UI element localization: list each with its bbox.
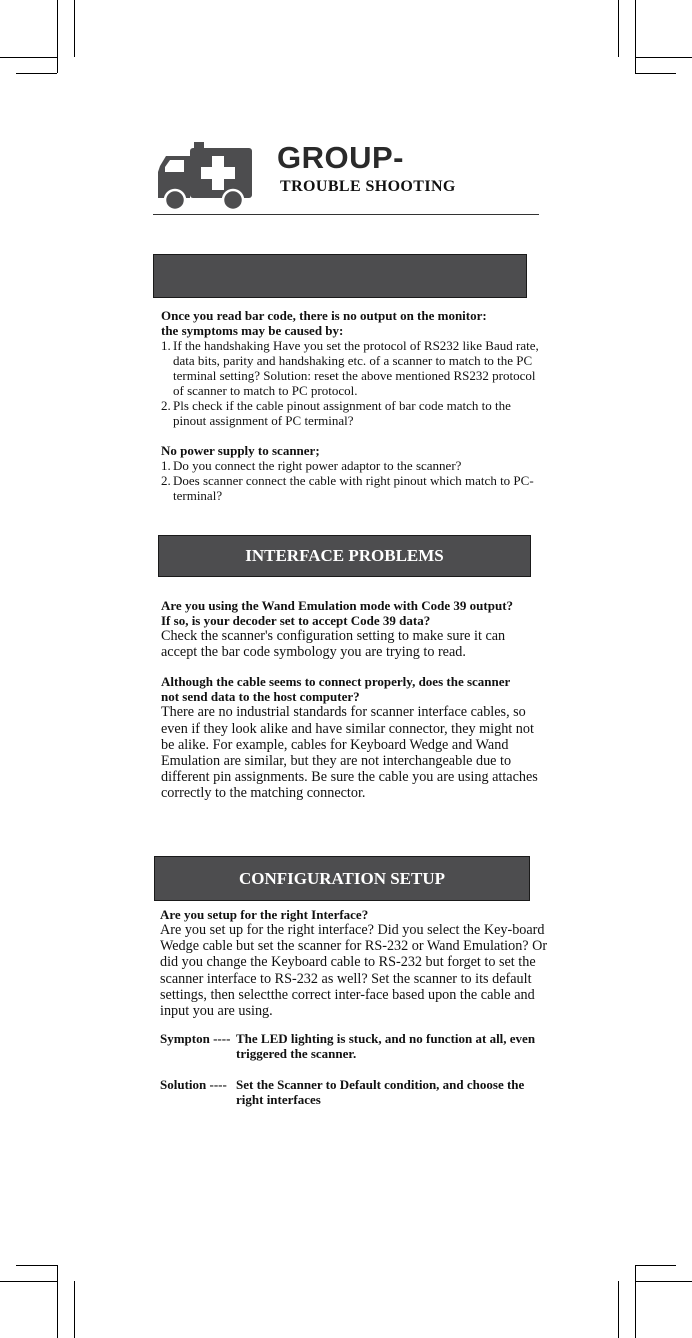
page-title: GROUP- xyxy=(277,140,404,175)
header-divider xyxy=(153,214,539,215)
question-heading: Although the cable seems to connect properly, does the scanner xyxy=(161,674,511,690)
question-heading: Once you read bar code, there is no output on the monitor: xyxy=(161,308,487,323)
crop-mark xyxy=(74,1281,75,1338)
crop-mark xyxy=(57,0,58,73)
solution-text: Set the Scanner to Default condition, and choose the right interfaces xyxy=(236,1077,525,1108)
question-heading: the symptoms may be caused by: xyxy=(161,323,344,338)
crop-mark xyxy=(635,0,636,73)
crop-mark xyxy=(57,1265,58,1338)
list-text: Does scanner connect the cable with right pinout which match to PC-terminal? xyxy=(173,473,534,503)
list-text: If the handshaking Have you set the protocol of RS232 like Baud rate, data bits, parity and handshaking etc. of a scanner to match to the PC terminal setting? Solution: reset the above mentioned RS232 protocol of scanner to match to PC protocol. xyxy=(173,338,539,398)
crop-mark xyxy=(635,57,692,58)
list-text: Do you connect the right power adaptor to the scanner? xyxy=(173,458,462,473)
ambulance-icon xyxy=(156,142,252,212)
question-heading: Are you setup for the right Interface? xyxy=(160,907,369,922)
section-banner-interface xyxy=(158,535,531,577)
crop-mark xyxy=(618,1281,619,1338)
list-item xyxy=(161,338,545,398)
list-number: 2. xyxy=(161,398,171,413)
symptom-label: Sympton ---- xyxy=(160,1031,231,1047)
crop-mark xyxy=(16,1265,57,1266)
solution-row xyxy=(160,1077,552,1107)
section-banner-label: INTERFACE PROBLEMS xyxy=(245,546,444,565)
section-banner-output xyxy=(153,254,527,298)
crop-mark xyxy=(635,1265,636,1338)
list-number: 1. xyxy=(161,458,171,473)
crop-mark xyxy=(74,0,75,57)
list-item xyxy=(161,458,545,473)
section-banner-config xyxy=(154,856,530,901)
crop-mark xyxy=(0,1281,57,1282)
output-problems-section xyxy=(161,308,545,503)
question-heading: not send data to the host computer? xyxy=(161,689,360,705)
section-banner-label: CONFIGURATION SETUP xyxy=(238,868,446,888)
answer-text: Are you set up for the right interface? Did you select the Key-board Wedge cable but set the scanner for RS-232 or Wand Emulation? Or did you change the Keyboard cable to RS-232 but forget to set the scanner interface to RS-232 as well? Set the scanner to its default settings, then selectthe correct inter-face based upon the cable and input you are using. xyxy=(160,922,548,1020)
question-heading: No power supply to scanner; xyxy=(161,443,320,458)
list-text: Pls check if the cable pinout assignment of bar code match to the pinout assignment of PC terminal? xyxy=(173,398,511,428)
answer-text: Check the scanner's configuration setting to make sure it can accept the bar code symbology you are trying to read. xyxy=(161,628,506,661)
crop-mark xyxy=(635,73,676,74)
list-item xyxy=(161,398,545,428)
question-heading: If so, is your decoder set to accept Code 39 data? xyxy=(161,613,431,628)
crop-mark xyxy=(635,1265,676,1266)
crop-mark xyxy=(618,0,619,57)
question-heading: Are you using the Wand Emulation mode with Code 39 output? xyxy=(161,598,514,613)
answer-text: There are no industrial standards for scanner interface cables, so even if they look alike and have similar connector, they might not be alike. For example, cables for Keyboard Wedge and Wand Emulation are similar, but they are not interchangeable due to different pin assignments. Be sure the cable you are using attaches correctly to the matching connector. xyxy=(161,704,538,802)
symptom-text: The LED lighting is stuck, and no function at all, even triggered the scanner. xyxy=(236,1031,536,1062)
crop-mark xyxy=(16,73,57,74)
symptom-row xyxy=(160,1031,552,1061)
list-number: 1. xyxy=(161,338,171,353)
crop-mark xyxy=(0,57,57,58)
list-number: 2. xyxy=(161,473,171,488)
crop-mark xyxy=(635,1281,692,1282)
solution-label: Solution ---- xyxy=(160,1077,227,1093)
page-subtitle: TROUBLE SHOOTING xyxy=(280,178,456,195)
configuration-setup-section xyxy=(160,907,552,1107)
list-item xyxy=(161,473,545,503)
interface-problems-section xyxy=(161,598,551,802)
